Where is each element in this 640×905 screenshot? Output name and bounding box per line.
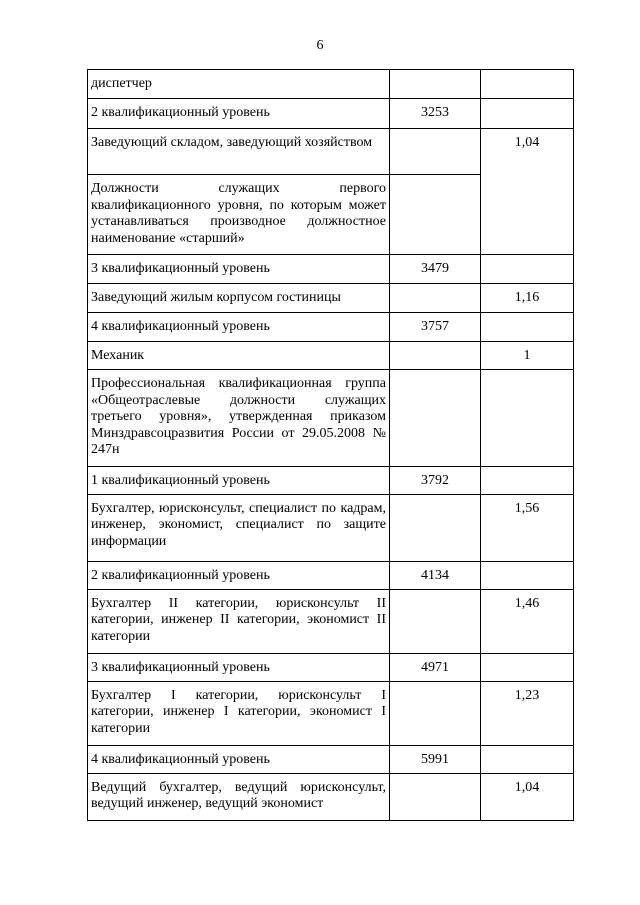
table-row — [88, 681, 574, 745]
coefficient-cell: 1,56 — [481, 494, 574, 561]
table-row — [88, 745, 574, 773]
position-name-cell: Бухгалтер, юрисконсульт, специалист по кадрам, инженер, экономист, специалист по защите информации — [88, 494, 390, 561]
salary-cell — [390, 129, 481, 175]
position-name-cell: диспетчер — [88, 70, 390, 99]
salary-cell: 4134 — [390, 561, 481, 589]
coefficient-cell — [481, 370, 574, 467]
salary-cell — [390, 284, 481, 313]
position-name-cell: 1 квалификационный уровень — [88, 467, 390, 495]
salary-cell — [390, 342, 481, 370]
position-name-cell: 4 квалификационный уровень — [88, 313, 390, 342]
coefficient-cell: 1,04 — [481, 129, 574, 255]
table-row — [88, 370, 574, 467]
coefficient-cell — [481, 653, 574, 681]
salary-cell: 3792 — [390, 467, 481, 495]
salary-cell — [390, 773, 481, 820]
table-row — [88, 653, 574, 681]
table-row — [88, 129, 574, 175]
table-row — [88, 70, 574, 99]
salary-cell: 3479 — [390, 255, 481, 284]
table-row — [88, 284, 574, 313]
position-name-cell: Механик — [88, 342, 390, 370]
salary-table — [87, 69, 574, 821]
coefficient-cell: 1,04 — [481, 773, 574, 820]
salary-cell — [390, 494, 481, 561]
salary-cell — [390, 70, 481, 99]
salary-cell: 4971 — [390, 653, 481, 681]
coefficient-cell — [481, 255, 574, 284]
salary-cell: 5991 — [390, 745, 481, 773]
coefficient-cell: 1,46 — [481, 589, 574, 653]
table-row — [88, 589, 574, 653]
coefficient-cell: 1,23 — [481, 681, 574, 745]
table-row — [88, 99, 574, 129]
position-name-cell: Бухгалтер I категории, юрисконсульт I категории, инженер I категории, экономист I категории — [88, 681, 390, 745]
position-name-cell: Бухгалтер II категории, юрисконсульт II категории, инженер II категории, экономист II категории — [88, 589, 390, 653]
table-row — [88, 342, 574, 370]
position-name-cell: 2 квалификационный уровень — [88, 561, 390, 589]
position-name-cell: 4 квалификационный уровень — [88, 745, 390, 773]
table-row — [88, 494, 574, 561]
position-name-cell: Профессиональная квалификационная группа «Общеотраслевые должности служащих третьего уровня», утвержденная приказом Минздравсоцразвития России от 29.05.2008 № 247н — [88, 370, 390, 467]
position-name-cell: 2 квалификационный уровень — [88, 99, 390, 129]
table-row — [88, 773, 574, 820]
coefficient-cell — [481, 561, 574, 589]
position-name-cell: 3 квалификационный уровень — [88, 653, 390, 681]
coefficient-cell: 1 — [481, 342, 574, 370]
table-row — [88, 467, 574, 495]
coefficient-cell — [481, 313, 574, 342]
coefficient-cell: 1,16 — [481, 284, 574, 313]
salary-cell — [390, 370, 481, 467]
coefficient-cell — [481, 99, 574, 129]
page-number: 6 — [316, 38, 324, 53]
position-name-cell: 3 квалификационный уровень — [88, 255, 390, 284]
salary-cell — [390, 175, 481, 255]
coefficient-cell — [481, 745, 574, 773]
salary-cell: 3757 — [390, 313, 481, 342]
salary-cell — [390, 589, 481, 653]
salary-cell — [390, 681, 481, 745]
table-row — [88, 313, 574, 342]
table-row — [88, 561, 574, 589]
position-name-cell: Заведующий складом, заведующий хозяйством — [88, 129, 390, 175]
coefficient-cell — [481, 467, 574, 495]
coefficient-cell — [481, 70, 574, 99]
position-name-cell: Должности служащих первого квалификационного уровня, по которым может устанавливаться производное должностное наименование «старший» — [88, 175, 390, 255]
position-name-cell: Ведущий бухгалтер, ведущий юрисконсульт, ведущий инженер, ведущий экономист — [88, 773, 390, 820]
position-name-cell: Заведующий жилым корпусом гостиницы — [88, 284, 390, 313]
table-row — [88, 255, 574, 284]
salary-cell: 3253 — [390, 99, 481, 129]
